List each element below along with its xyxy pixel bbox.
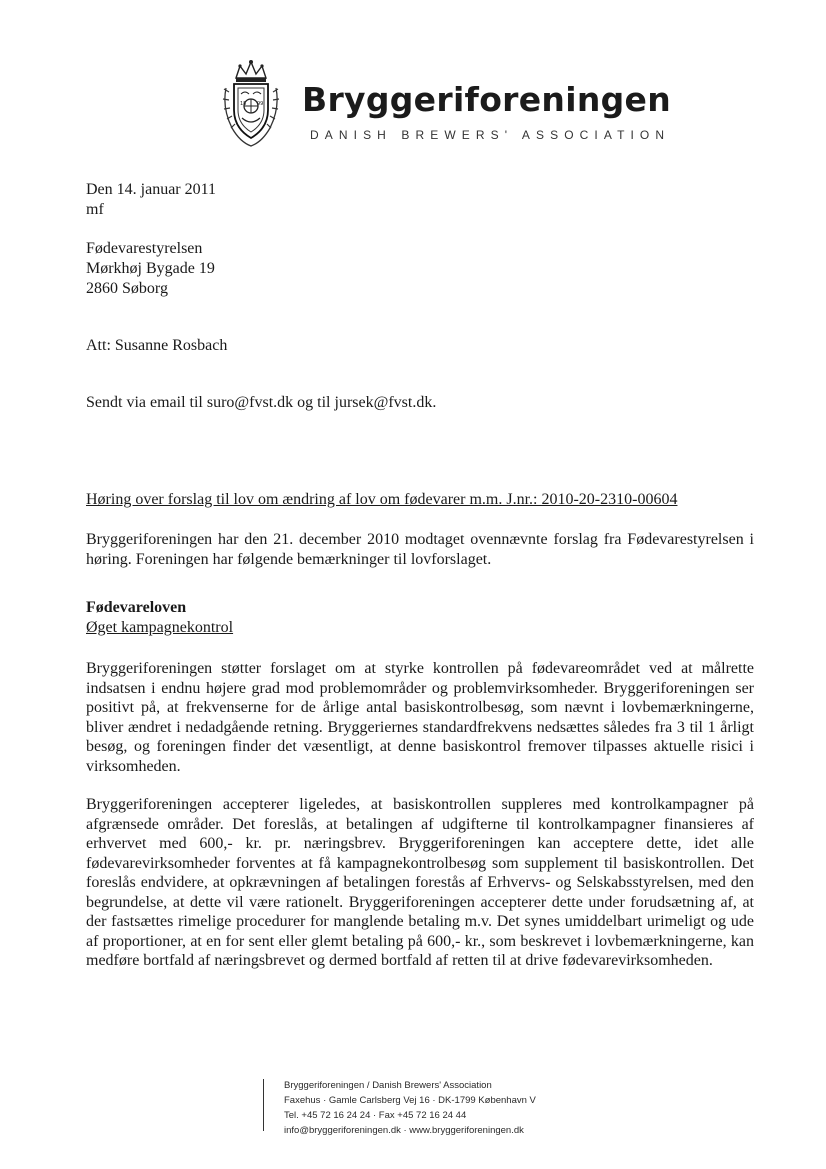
recipient-org: Fødevarestyrelsen [86, 240, 203, 257]
section-heading: Fødevareloven [86, 599, 187, 616]
intro-paragraph: Bryggeriforeningen har den 21. december 2010 modtaget ovennævnte forslag fra Fødevarestyrelsen i høring. Foreningen har følgende bemærkninger til lovforslaget. [86, 531, 754, 568]
svg-text:18: 18 [240, 101, 247, 107]
recipient-street: Mørkhøj Bygade 19 [86, 260, 215, 277]
letter-subject: Høring over forslag til lov om ændring af lov om fødevarer m.m. J.nr.: 2010-20-2310-00604 [86, 491, 678, 508]
section-subheading: Øget kampagnekontrol [86, 619, 234, 636]
footer-line-address: Faxehus · Gamle Carlsberg Vej 16 · DK-1799 København V [284, 1095, 536, 1106]
coat-of-arms-logo-icon [220, 58, 282, 150]
footer-line-org: Bryggeriforeningen / Danish Brewers' Association [284, 1080, 492, 1091]
letterhead-name: Bryggeriforeningen [302, 80, 672, 119]
body-paragraph-1: Bryggeriforeningen støtter forslaget om at styrke kontrollen på fødevareområdet ved at målrette indsatsen i endnu højere grad mod problemområder og problemvirksomheder. Bryggeriforeningen ser positivt på, at frekvenserne for de årlige antal basiskontrolbesøg, som nævnt i lovbemærkningerne, bliver ændret i nedadgående retning. Bryggeriernes standardfrekvens nedsættes således fra 3 til 1 årligt besøg, og foreningen finder det væsentligt, at denne basiskontrol fremover tilpasses aktuelle risici i virksomheden. [86, 660, 754, 775]
sender-initials: mf [86, 201, 104, 218]
footer-line-contact: info@bryggeriforeningen.dk · www.bryggeriforeningen.dk [284, 1125, 524, 1136]
footer-line-phone: Tel. +45 72 16 24 24 · Fax +45 72 16 24 44 [284, 1110, 467, 1121]
svg-text:99: 99 [257, 101, 264, 107]
letterhead-subtitle: DANISH BREWERS' ASSOCIATION [310, 128, 671, 142]
sent-via-line: Sendt via email til suro@fvst.dk og til jursek@fvst.dk. [86, 394, 437, 411]
footer-divider [263, 1079, 264, 1131]
body-paragraph-2: Bryggeriforeningen accepterer ligeledes, at basiskontrollen suppleres med kontrolkampagner på afgrænsede områder. Det foreslås, at betalingen af udgifterne til kontrolkampagner finansieres af erhvervet med 600,- kr. pr. næringsbrev. Bryggeriforeningen kan acceptere dette, idet alle fødevarevirksomheder forventes at få kampagnekontrolbesøg som supplement til basiskontrollen. Det foreslås endvidere, at opkrævningen af betalingen forestås af Erhvervs- og Selskabsstyrelsen, med den begrundelse, at dette vil være rationelt. Bryggeriforeningen accepterer dette under forudsætning af, at der fastsættes rimelige procedurer for manglende betaling m.v. Det synes umiddelbart urimeligt og ude af proportioner, at en for sent eller glemt betaling på 600,- kr., som beskrevet i lovbemærkningerne, kan medføre bortfald af næringsbrevet og dermed bortfald af retten til at drive fødevarevirksomheden. [86, 796, 754, 969]
letter-date: Den 14. januar 2011 [86, 181, 217, 198]
recipient-city: 2860 Søborg [86, 280, 168, 297]
attention-line: Att: Susanne Rosbach [86, 337, 228, 354]
